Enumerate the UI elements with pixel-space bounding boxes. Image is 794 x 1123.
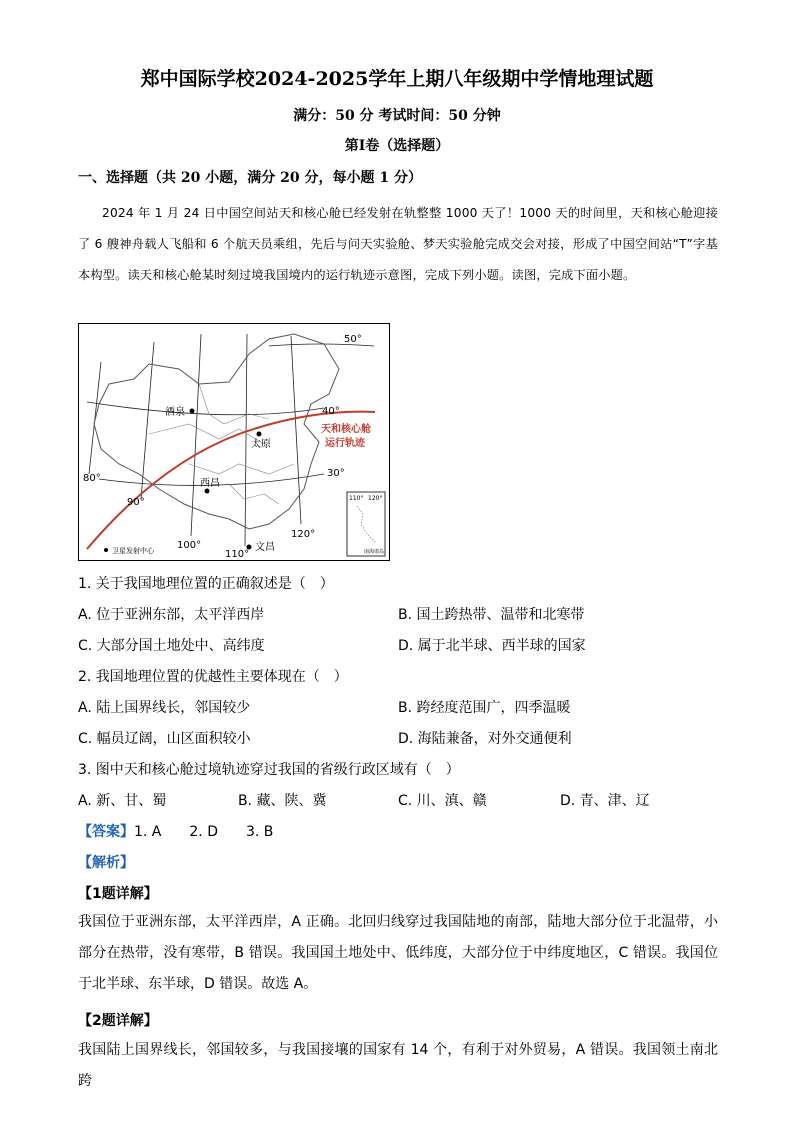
province-boundary bbox=[149, 424, 264, 444]
city-label-xichang: 西昌 bbox=[200, 478, 220, 489]
lat-label-40: 40° bbox=[322, 406, 340, 417]
legend-dot bbox=[104, 548, 108, 552]
q3-option-c: C. 川、滇、赣 bbox=[398, 793, 487, 809]
q1-option-c: C. 大部分国土地处中、高纬度 bbox=[78, 638, 265, 654]
track-label-line2: 运行轨迹 bbox=[325, 438, 365, 449]
section-title: 一、选择题（共 20 小题，满分 20 分，每小题 1 分） bbox=[78, 170, 422, 186]
answer-line bbox=[78, 821, 273, 841]
q3-option-d: D. 青、津、辽 bbox=[560, 793, 650, 809]
lon-label-90: 90° bbox=[127, 497, 145, 508]
lat-label-50: 50° bbox=[344, 334, 362, 345]
q1-option-a: A. 位于亚洲东部，太平洋西岸 bbox=[78, 607, 265, 623]
volume-title: 第Ⅰ卷（选择题） bbox=[344, 138, 450, 154]
exam-title: 郑中国际学校2024-2025学年上期八年级期中学情地理试题 bbox=[140, 68, 654, 90]
legend-label: 卫星发射中心 bbox=[112, 547, 154, 555]
q3-option-b: B. 藏、陕、冀 bbox=[238, 793, 327, 809]
lon-label-120: 120° bbox=[291, 529, 316, 540]
province-boundary bbox=[199, 384, 269, 424]
longitude-line-100 bbox=[191, 334, 201, 536]
intro-paragraph: 2024 年 1 月 24 日中国空间站天和核心舱已经发射在轨整整 1000 天了！1000 天的时间里，天和核心舱迎接了 6 艘神舟载人飞船和 6 个航天员乘组，先后与问天实验舱、梦天实验舱完成交会对接，形成了中国空间站“T”字基本构型。读天和核心舱某时刻过境我国境内的运行轨迹示意图，完成下列小题。读图，完成下面小题。 bbox=[78, 206, 718, 282]
track-label-line1: 天和核心舱 bbox=[321, 424, 371, 435]
city-dot-xichang bbox=[205, 489, 210, 494]
q1-analysis-label: 【1题详解】 bbox=[78, 886, 158, 902]
province-boundary bbox=[229, 484, 279, 504]
q2-option-a: A. 陆上国界线长，邻国较少 bbox=[78, 700, 251, 716]
question-2-stem: 2. 我国地理位置的优越性主要体现在（ ） bbox=[78, 669, 348, 685]
question-1-stem: 1. 关于我国地理位置的正确叙述是（ ） bbox=[78, 576, 334, 592]
answer-label: 【答案】 bbox=[78, 824, 134, 840]
q2-analysis-text: 我国陆上国界线长，邻国较多，与我国接壤的国家有 14 个，有利于对外贸易，A 错误。我国领土南北跨 bbox=[78, 1042, 718, 1089]
lon-label-100: 100° bbox=[177, 540, 202, 551]
city-label-taiyuan: 太原 bbox=[251, 439, 271, 450]
inset-label-120: 120° bbox=[368, 495, 383, 502]
longitude-line-110 bbox=[245, 334, 247, 546]
q2-option-c: C. 幅员辽阔，山区面积较小 bbox=[78, 731, 251, 747]
lat-label-30: 30° bbox=[327, 468, 345, 479]
q2-option-d: D. 海陆兼备，对外交通便利 bbox=[398, 731, 572, 747]
lon-label-110: 110° bbox=[225, 549, 250, 560]
map-figure bbox=[79, 324, 389, 560]
trajectory-map bbox=[78, 323, 390, 561]
city-label-jiuquan: 酒泉 bbox=[165, 407, 185, 418]
q1-analysis-text: 我国位于亚洲东部，太平洋西岸，A 正确。北回归线穿过我国陆地的南部，陆地大部分位于北温带，小部分在热带，没有寒带，B 错误。我国国土地处中、低纬度，大部分位于中纬度地区，C 错误。我国位于北半球、东半球，D 错误。故选 A。 bbox=[78, 914, 718, 992]
answer-text: 1. A 2. D 3. B bbox=[134, 824, 274, 840]
exam-subtitle: 满分：50 分 考试时间：50 分钟 bbox=[293, 108, 501, 124]
q1-option-d: D. 属于北半球、西半球的国家 bbox=[398, 638, 586, 654]
province-boundary bbox=[189, 464, 294, 474]
city-dot-taiyuan bbox=[257, 432, 262, 437]
lon-label-80: 80° bbox=[83, 473, 101, 484]
q2-analysis-label: 【2题详解】 bbox=[78, 1013, 158, 1029]
q1-option-b: B. 国土跨热带、温带和北寒带 bbox=[398, 607, 585, 623]
question-3-stem: 3. 图中天和核心舱过境轨迹穿过我国的省级行政区域有（ ） bbox=[78, 762, 460, 778]
inset-label-110: 110° bbox=[349, 495, 364, 502]
inset-caption: 南海诸岛 bbox=[364, 549, 385, 555]
city-dot-jiuquan bbox=[190, 409, 195, 414]
q3-option-a: A. 新、甘、蜀 bbox=[78, 793, 167, 809]
analysis-label: 【解析】 bbox=[78, 855, 134, 871]
q2-option-b: B. 跨经度范围广，四季温暖 bbox=[398, 700, 571, 716]
city-label-wenchang: 文昌 bbox=[255, 542, 275, 553]
